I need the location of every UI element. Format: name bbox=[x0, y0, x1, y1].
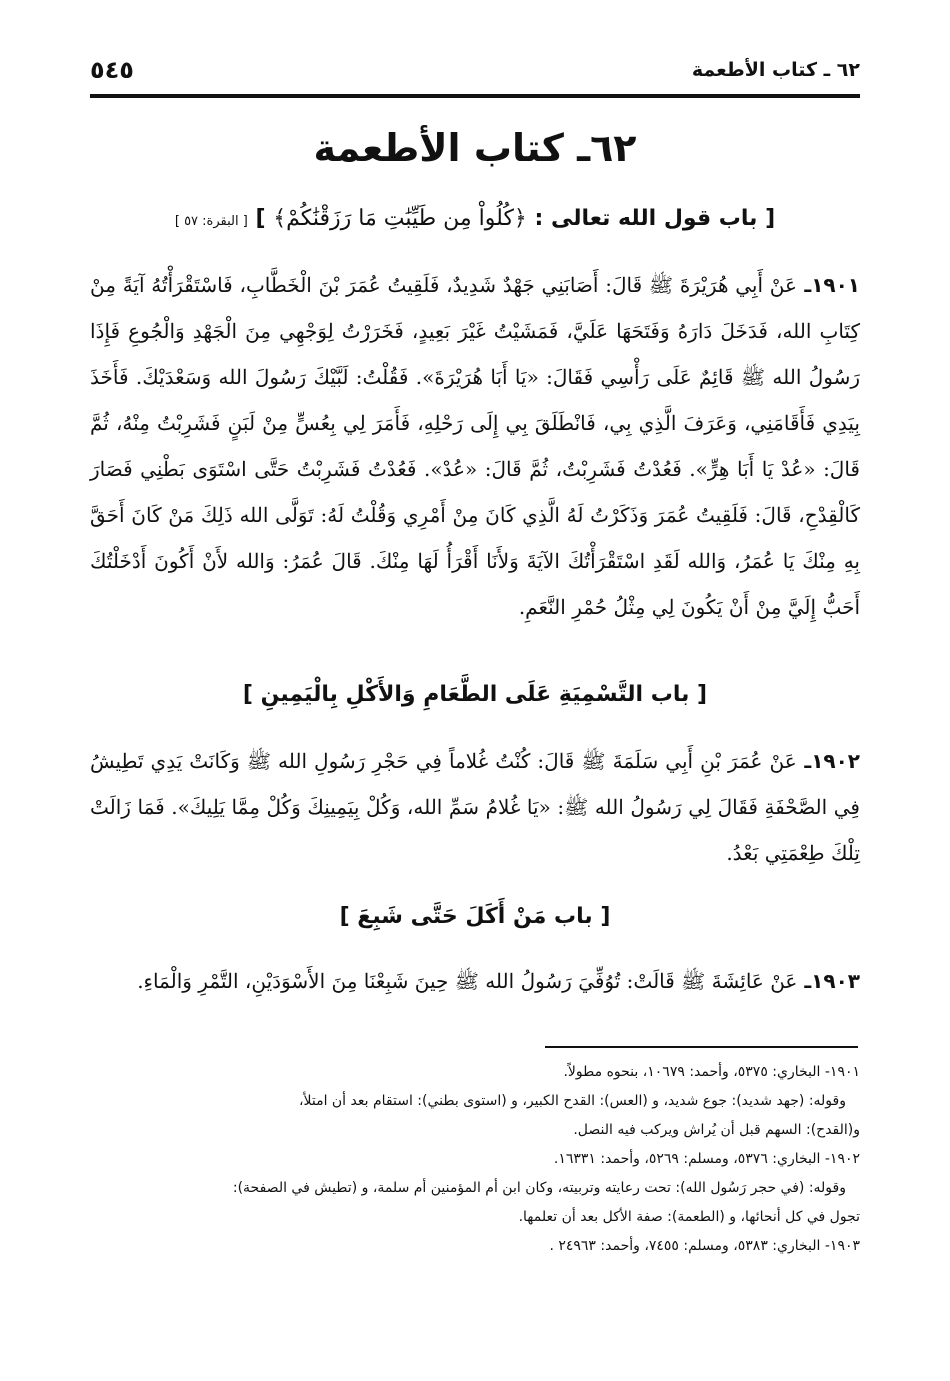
running-title: ٦٢ ـ كتاب الأطعمة bbox=[691, 59, 860, 81]
footnote-line: ١٩٠١- البخاري: ٥٣٧٥، وأحمد: ١٠٦٧٩، بنحوه مطولاً. bbox=[563, 1064, 860, 1080]
footnote-line: ١٩٠٢- البخاري: ٥٣٧٦، ومسلم: ٥٢٦٩، وأحمد: ١٦٣٣١. bbox=[553, 1151, 860, 1167]
hadith-number: ١٩٠٢ـ bbox=[804, 749, 861, 773]
hadith-1902 bbox=[90, 738, 860, 876]
hadith-1901 bbox=[90, 262, 860, 630]
chapter-heading-2: [ باب التَّسْمِيَةِ عَلَى الطَّعَامِ وَالأَكْلِ بِالْيَمِينِ ] bbox=[242, 682, 708, 707]
hadith-number: ١٩٠٣ـ bbox=[804, 969, 860, 993]
chapter-heading-1 bbox=[90, 206, 860, 231]
hadith-text: عَنْ أَبِي هُرَيْرَةَ ﷺ قَالَ: أَصَابَنِي جَهْدٌ شَدِيدٌ، فَلَقِيتُ عُمَرَ بْنَ الْخَطَّابِ، فَاسْتَقْرَأْتُهُ آيَةً مِنْ كِتَابِ الله، فَدَخَلَ دَارَهُ وَفَتَحَهَا عَلَيَّ، فَمَشَيْتُ غَيْرَ بَعِيدٍ، فَخَرَرْتُ لِوَجْهِي مِنَ الْجَهْدِ وَالْجُوعِ فَإِذَا رَسُولُ الله ﷺ قَائِمٌ عَلَى رَأْسِي فَقَالَ: «يَا أَبَا هُرَيْرَةَ». فَقُلْتُ: لَبَّيْكَ رَسُولَ الله وَسَعْدَيْكَ. فَأَخَذَ بِيَدِي فَأَقَامَنِي، وَعَرَفَ الَّذِي بِي، فَانْطَلَقَ بِي إِلَى رَحْلِهِ، فَأَمَرَ لِي بِعُسٍّ مِنْ لَبَنٍ فَشَرِبْتُ مِنْهُ، ثُمَّ قَالَ: «عُدْ يَا أَبَا هِرٍّ». فَعُدْتُ فَشَرِبْتُ، ثُمَّ قَالَ: «عُدْ». فَعُدْتُ فَشَرِبْتُ حَتَّى اسْتَوَى بَطْنِي فَصَارَ كَالْقِدْحِ، قَالَ: فَلَقِيتُ عُمَرَ وَذَكَرْتُ لَهُ الَّذِي كَانَ مِنْ أَمْرِي وَقُلْتُ لَهُ: تَوَلَّى الله ذَلِكَ مَنْ كَانَ أَحَقَّ بِهِ مِنْكَ يَا عُمَرُ، وَالله لَقَدِ اسْتَقْرَأْتُكَ الآيَةَ وَلأَنَا أَقْرَأُ لَهَا مِنْكَ. قَالَ عُمَرُ: وَالله لأَنْ أَكُونَ أَدْخَلْتُكَ أَحَبُّ إِلَيَّ مِنْ أَنْ يَكُونَ لِي مِثْلُ حُمْرِ النَّعَمِ. bbox=[90, 273, 860, 619]
header-rule bbox=[90, 94, 860, 98]
page-header bbox=[90, 48, 860, 92]
footnote-line: و(القدح): السهم قبل أن يُراش ويركب فيه النصل. bbox=[573, 1122, 860, 1138]
chapter-heading-3: [ باب مَنْ أَكَلَ حَتَّى شَبِعَ ] bbox=[339, 904, 611, 929]
chapter-label: [ باب قول الله تعالى : bbox=[534, 206, 776, 231]
footnote-line: وقوله: (في حجر رَسُول الله): تحت رعايته وتربيته، وكان ابن أم المؤمنين أم سلمة، و (تطيش في الصفحة): bbox=[232, 1180, 846, 1196]
hadith-text: عَنْ عُمَرَ بْنِ أَبِي سَلَمَةَ ﷺ قَالَ: كُنْتُ غُلاماً فِي حَجْرِ رَسُولِ الله ﷺ وَكَانَتْ يَدِي تَطِيشُ فِي الصَّحْفَةِ فَقَالَ لِي رَسُولُ الله ﷺ: «يَا غُلامُ سَمِّ الله، وَكُلْ بِيَمِينِكَ وَكُلْ مِمَّا يَلِيكَ». فَمَا زَالَتْ تِلْكَ طِعْمَتِي بَعْدُ. bbox=[90, 749, 860, 865]
footnote-rule bbox=[545, 1046, 858, 1048]
footnote-line: تجول في كل أنحائها، و (الطعمة): صفة الأكل بعد أن تعلمها. bbox=[518, 1209, 860, 1225]
page-number: ٥٤٥ bbox=[90, 56, 134, 84]
footnotes bbox=[90, 1058, 860, 1261]
hadith-number: ١٩٠١ـ bbox=[804, 273, 861, 297]
hadith-1903 bbox=[90, 958, 860, 1004]
chapter-close: ] bbox=[255, 206, 266, 231]
quran-verse: ﴿كُلُواْ مِن طَيِّبَٰتِ مَا رَزَقْنَٰكُمْ﴾ bbox=[273, 206, 527, 231]
book-title: ٦٢ـ كتاب الأطعمة bbox=[313, 126, 637, 170]
hadith-text: عَنْ عَائِشَةَ ﷺ قَالَتْ: تُوُفِّيَ رَسُولُ الله ﷺ حِينَ شَبِعْنَا مِنَ الأَسْوَدَيْنِ، التَّمْرِ وَالْمَاءِ. bbox=[137, 969, 798, 993]
footnote-line: ١٩٠٣- البخاري: ٥٣٨٣، ومسلم: ٧٤٥٥، وأحمد: ٢٤٩٦٣ . bbox=[549, 1238, 860, 1254]
footnote-line: وقوله: (جهد شديد): جوع شديد، و (العس): القدح الكبير، و (استوى بطني): استقام بعد أن امتلأ، bbox=[298, 1093, 846, 1109]
verse-reference: [ البقرة: ٥٧ ] bbox=[174, 214, 248, 229]
